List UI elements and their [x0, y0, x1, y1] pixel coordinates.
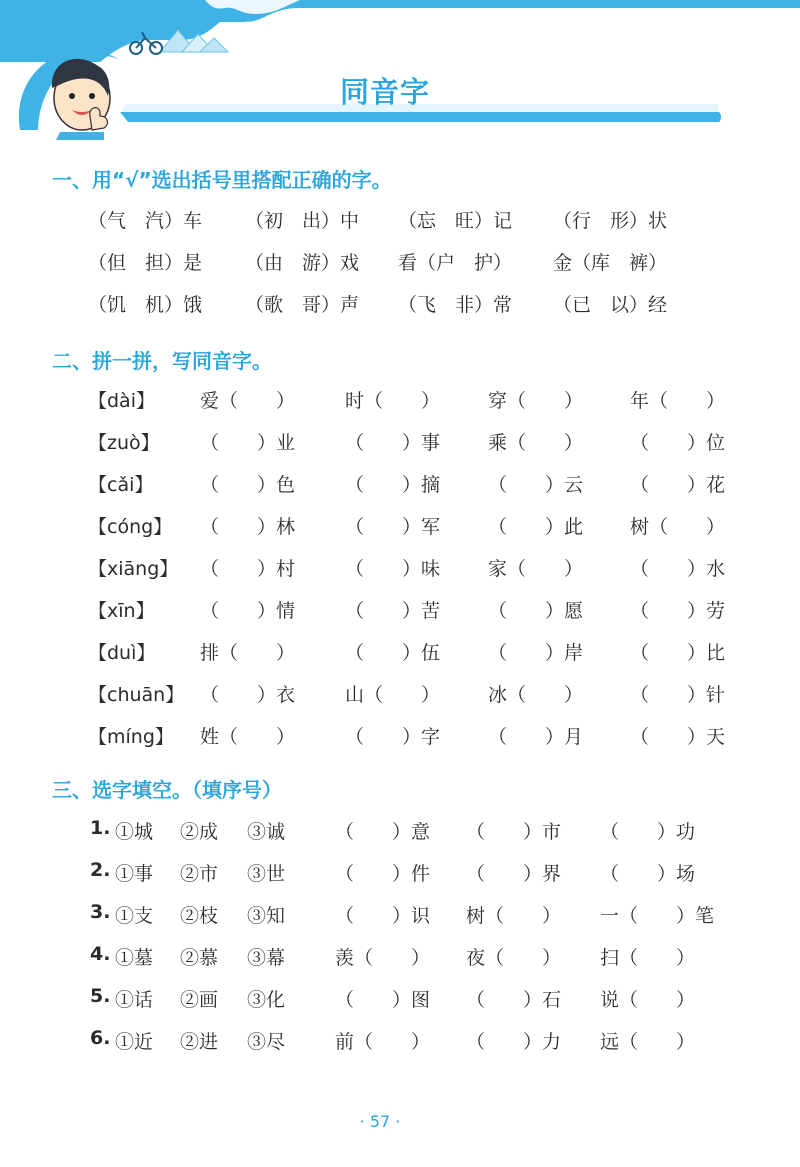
choice-item[interactable]: （气 汽）车 [88, 210, 203, 232]
fill-blank[interactable]: （ ）岸 [488, 642, 584, 664]
fill-blank[interactable]: 山（ ） [345, 684, 441, 706]
section-3-title: 三、选字填空。（填序号） [52, 778, 282, 802]
choice-item[interactable]: （歌 哥）声 [245, 294, 360, 316]
fill-blank[interactable]: 年（ ） [630, 390, 726, 412]
choice-item[interactable]: （初 出）中 [245, 210, 360, 232]
question-number: 2. [90, 859, 111, 881]
option-item: ③知 [247, 905, 286, 927]
fill-blank[interactable]: （ ）林 [200, 516, 296, 538]
fill-blank[interactable]: 羡（ ） [335, 947, 431, 969]
fill-blank[interactable]: 前（ ） [335, 1031, 431, 1053]
fill-blank[interactable]: （ ）月 [488, 726, 584, 748]
choice-item[interactable]: （飞 非）常 [398, 294, 513, 316]
fill-blank[interactable]: 树（ ） [630, 516, 726, 538]
option-item: ②进 [180, 1031, 219, 1053]
fill-blank[interactable]: （ ）花 [630, 474, 726, 496]
fill-blank[interactable]: （ ）图 [335, 989, 431, 1011]
fill-blank[interactable]: 家（ ） [488, 558, 584, 580]
option-item: ①墓 [115, 947, 154, 969]
fill-blank[interactable]: 树（ ） [466, 905, 562, 927]
option-item: ①近 [115, 1031, 154, 1053]
choice-item[interactable]: （已 以）经 [553, 294, 668, 316]
pinyin-label: 【xīn】 [88, 600, 155, 622]
fill-blank[interactable]: （ ）场 [600, 863, 696, 885]
choice-item[interactable]: （忘 旺）记 [398, 210, 513, 232]
fill-blank[interactable]: （ ）业 [200, 432, 296, 454]
fill-blank[interactable]: 时（ ） [345, 390, 441, 412]
question-number: 5. [90, 985, 111, 1007]
fill-blank[interactable]: 远（ ） [600, 1031, 696, 1053]
option-item: ②画 [180, 989, 219, 1011]
fill-blank[interactable]: （ ）愿 [488, 600, 584, 622]
fill-blank[interactable]: （ ）件 [335, 863, 431, 885]
fill-blank[interactable]: （ ）事 [345, 432, 441, 454]
pinyin-label: 【zuò】 [88, 432, 160, 454]
page-title: 同音字 [339, 75, 430, 109]
option-item: ①城 [115, 821, 154, 843]
pinyin-label: 【xiāng】 [88, 558, 179, 580]
option-item: ③幕 [247, 947, 286, 969]
option-item: ①支 [115, 905, 154, 927]
choice-item[interactable]: 金（库 裤） [553, 252, 668, 274]
fill-blank[interactable]: （ ）字 [345, 726, 441, 748]
fill-blank[interactable]: （ ）此 [488, 516, 584, 538]
fill-blank[interactable]: （ ）摘 [345, 474, 441, 496]
option-item: ③尽 [247, 1031, 286, 1053]
fill-blank[interactable]: （ ）苦 [345, 600, 441, 622]
fill-blank[interactable]: （ ）比 [630, 642, 726, 664]
pinyin-label: 【cǎi】 [88, 474, 154, 496]
fill-blank[interactable]: （ ）劳 [630, 600, 726, 622]
choice-item[interactable]: （行 形）状 [553, 210, 668, 232]
section-1-title: 一、用“√”选出括号里搭配正确的字。 [52, 168, 392, 192]
option-item: ③化 [247, 989, 286, 1011]
fill-blank[interactable]: （ ）伍 [345, 642, 441, 664]
option-item: ②市 [180, 863, 219, 885]
question-number: 6. [90, 1027, 111, 1049]
fill-blank[interactable]: （ ）功 [600, 821, 696, 843]
fill-blank[interactable]: （ ）情 [200, 600, 296, 622]
pinyin-label: 【cóng】 [88, 516, 173, 538]
pinyin-label: 【duì】 [88, 642, 156, 664]
fill-blank[interactable]: （ ）味 [345, 558, 441, 580]
fill-blank[interactable]: （ ）力 [466, 1031, 562, 1053]
fill-blank[interactable]: （ ）意 [335, 821, 431, 843]
fill-blank[interactable]: 一（ ）笔 [600, 905, 715, 927]
section-2-title: 二、拼一拼，写同音字。 [52, 349, 272, 373]
fill-blank[interactable]: （ ）市 [466, 821, 562, 843]
option-item: ①话 [115, 989, 154, 1011]
choice-item[interactable]: （但 担）是 [88, 252, 203, 274]
fill-blank[interactable]: 扫（ ） [600, 947, 696, 969]
fill-blank[interactable]: 穿（ ） [488, 390, 584, 412]
fill-blank[interactable]: （ ）识 [335, 905, 431, 927]
fill-blank[interactable]: （ ）天 [630, 726, 726, 748]
choice-item[interactable]: 看（户 护） [398, 252, 513, 274]
fill-blank[interactable]: （ ）军 [345, 516, 441, 538]
pinyin-label: 【míng】 [88, 726, 174, 748]
pinyin-label: 【dài】 [88, 390, 155, 412]
fill-blank[interactable]: （ ）村 [200, 558, 296, 580]
question-number: 4. [90, 943, 111, 965]
fill-blank[interactable]: （ ）针 [630, 684, 726, 706]
choice-item[interactable]: （饥 机）饿 [88, 294, 203, 316]
fill-blank[interactable]: 夜（ ） [466, 947, 562, 969]
fill-blank[interactable]: 乘（ ） [488, 432, 584, 454]
fill-blank[interactable]: （ ）界 [466, 863, 562, 885]
option-item: ③诚 [247, 821, 286, 843]
fill-blank[interactable]: 说（ ） [600, 989, 696, 1011]
option-item: ③世 [247, 863, 286, 885]
fill-blank[interactable]: 排（ ） [200, 642, 296, 664]
fill-blank[interactable]: （ ）衣 [200, 684, 296, 706]
option-item: ②成 [180, 821, 219, 843]
option-item: ①事 [115, 863, 154, 885]
fill-blank[interactable]: （ ）位 [630, 432, 726, 454]
page-number: · 57 · [359, 1112, 401, 1131]
fill-blank[interactable]: 爱（ ） [200, 390, 296, 412]
pinyin-label: 【chuān】 [88, 684, 185, 706]
fill-blank[interactable]: （ ）云 [488, 474, 584, 496]
fill-blank[interactable]: （ ）色 [200, 474, 296, 496]
choice-item[interactable]: （由 游）戏 [245, 252, 360, 274]
fill-blank[interactable]: 姓（ ） [200, 726, 296, 748]
fill-blank[interactable]: （ ）石 [466, 989, 562, 1011]
question-number: 3. [90, 901, 111, 923]
option-item: ②枝 [180, 905, 219, 927]
fill-blank[interactable]: 冰（ ） [488, 684, 584, 706]
boy-thumbs-up-illustration [52, 59, 110, 140]
fill-blank[interactable]: （ ）水 [630, 558, 726, 580]
question-number: 1. [90, 817, 111, 839]
option-item: ②慕 [180, 947, 219, 969]
